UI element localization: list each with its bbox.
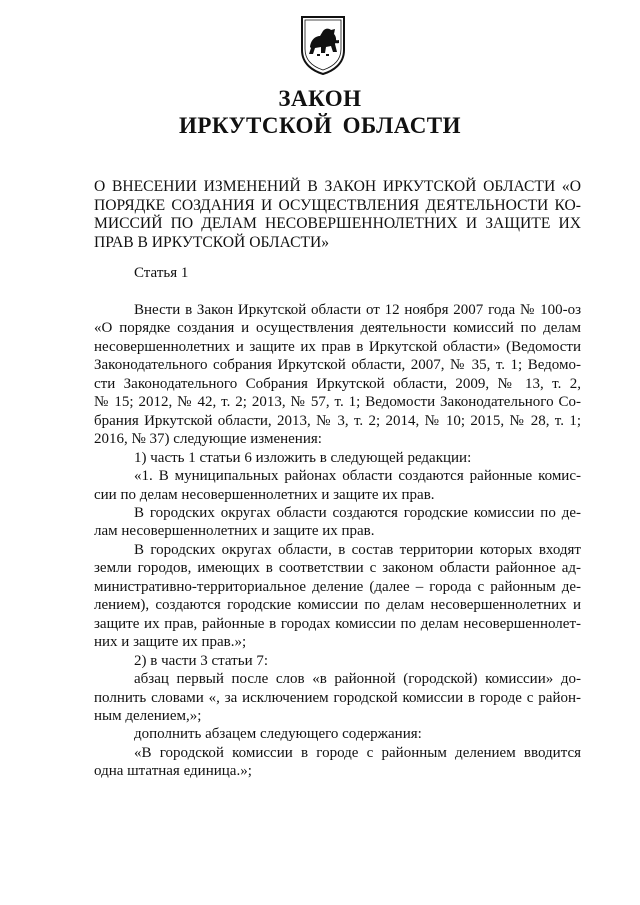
body-line: 1) часть 1 статьи 6 изложить в следующей редакции:	[134, 449, 472, 466]
body-line: земли городов, имеющих в соответствии с законом области районное ад-	[94, 560, 581, 577]
body-line: 2) в части 3 статьи 7:	[134, 652, 269, 669]
body-line: В городских округах области, в состав территории которых входят	[134, 541, 581, 558]
body-line: «О порядке создания и осуществления деятельности комиссий по делам	[94, 320, 581, 337]
body-line: «В городской комиссии в городе с районным делением вводится	[134, 744, 581, 761]
body-line: лением), создаются городские комиссии по делам несовершеннолетних и	[94, 597, 581, 614]
body-line: 2016, № 37) следующие изменения:	[94, 431, 322, 448]
body-line: сти Законодательного Собрания Иркутской области, 2009, № 13, т. 2,	[94, 375, 581, 392]
body-line: дополнить абзацем следующего содержания:	[134, 726, 422, 743]
body-line: сии по делам несовершеннолетних и защите их прав.	[94, 486, 435, 503]
body-line: абзац первый после слов «в районной (городской) комиссии» до-	[134, 671, 581, 688]
subject-line: ПОРЯДКЕ СОЗДАНИЯ И ОСУЩЕСТВЛЕНИЯ ДЕЯТЕЛЬНОСТИ КО-	[94, 196, 581, 214]
body-line: одна штатная единица.»;	[94, 763, 252, 780]
body-line: № 15; 2012, № 42, т. 2; 2013, № 57, т. 1; Ведомости Законодательного Со-	[94, 394, 581, 411]
body-line: министративно-территориальное деление (далее – города с районным де-	[94, 578, 581, 595]
body-line: Законодательного собрания Иркутской области, 2007, № 35, т. 1; Ведомо-	[94, 357, 581, 374]
body-line: лам несовершеннолетних и защите их прав.	[94, 523, 375, 540]
body-line: В городских округах области создаются городские комиссии по де-	[134, 504, 581, 521]
body-line: полнить словами «, за исключением городской комиссии в городе с район-	[94, 689, 581, 706]
document-title-line2: ИРКУТСКОЙ ОБЛАСТИ	[178, 113, 462, 138]
coat-of-arms-emblem	[299, 14, 347, 76]
subject-line: ПРАВ В ИРКУТСКОЙ ОБЛАСТИ»	[94, 233, 330, 251]
law-subject-heading	[94, 178, 581, 252]
article-heading: Статья 1	[134, 265, 189, 281]
body-line: брания Иркутской области, 2013, № 3, т. 2; 2014, № 10; 2015, № 28, т. 1;	[94, 412, 581, 429]
body-line: них и защите их прав.»;	[94, 634, 247, 651]
body-line: ным делением,»;	[94, 707, 202, 724]
subject-line: МИССИЙ ПО ДЕЛАМ НЕСОВЕРШЕННОЛЕТНИХ И ЗАЩИТЕ ИХ	[94, 215, 581, 232]
article-body	[94, 301, 581, 781]
document-title-line1: ЗАКОН	[278, 86, 362, 111]
body-line: Внести в Закон Иркутской области от 12 ноября 2007 года № 100-оз	[134, 302, 581, 318]
body-line: «1. В муниципальных районах области создаются районные комис-	[134, 468, 581, 485]
body-line: защите их прав, районные в городах комиссии по делам несовершеннолет-	[94, 615, 581, 632]
body-line: несовершеннолетних и защите их прав в Иркутской области» (Ведомости	[94, 338, 581, 355]
subject-line: О ВНЕСЕНИИ ИЗМЕНЕНИЙ В ЗАКОН ИРКУТСКОЙ ОБЛАСТИ «О	[94, 178, 581, 195]
